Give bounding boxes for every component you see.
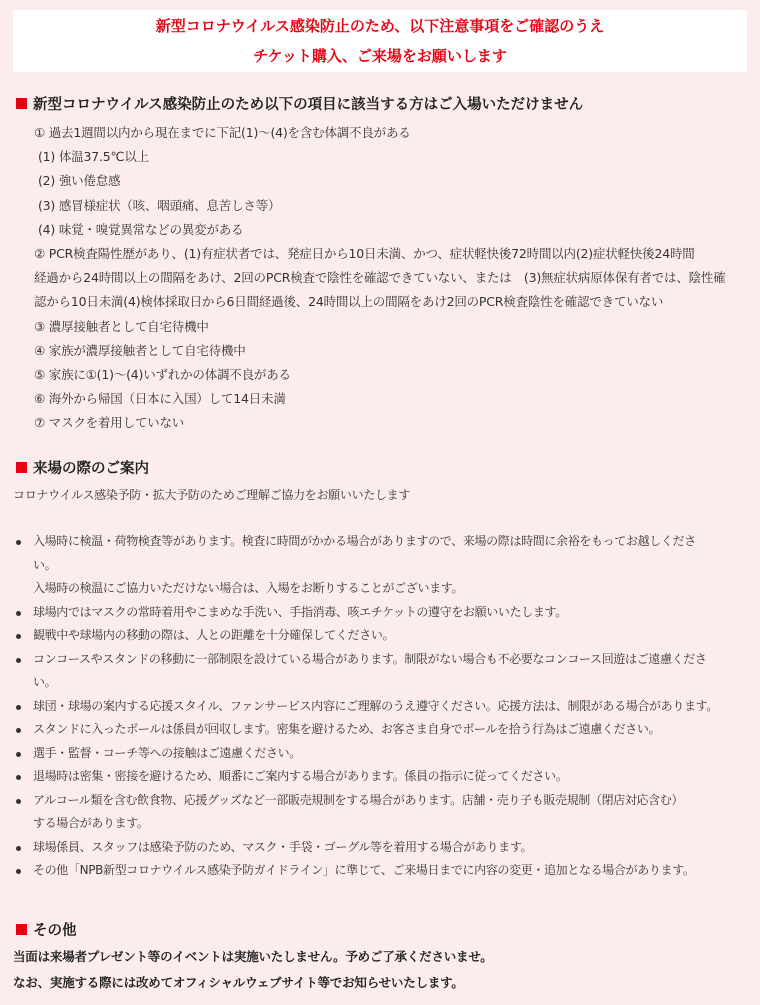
bullet-icon (16, 775, 21, 780)
bullet-icon (16, 869, 21, 874)
visit-guide-list (14, 530, 734, 883)
red-square-icon (16, 98, 27, 109)
notice-line-1: 新型コロナウイルス感染防止のため、以下注意事項をご確認のうえ (155, 17, 605, 35)
section-title-text: 来場の際のご案内 (33, 461, 149, 477)
list-item (14, 765, 734, 789)
bullet-icon (16, 611, 21, 616)
list-item-line: アルコール類を含む飲食物、応援グッズなど一部販売規制をする場合があります。店舗・売り子も販売規制（閉店対応含む） (33, 792, 684, 807)
list-item-line: 球場係員、スタッフは感染予防のため、マスク・手袋・ゴーグル等を着用する場合があります。 (33, 839, 533, 854)
notice-line-2: チケット購入、ご来場をお願いします (253, 47, 507, 65)
list-item: 経過から24時間以上の間隔をあけ、2回のPCR検査で陰性を確認できていない、または (3)無症状病原体保有者では、陰性確 (34, 270, 726, 286)
visit-guide-intro: コロナウイルス感染予防・拡大予防のためご理解ご協力をお願いいたします (13, 488, 411, 502)
list-item (14, 718, 734, 742)
list-item (14, 648, 734, 695)
list-item-line: い。 (33, 675, 57, 689)
list-item-line: 入場時に検温・荷物検査等があります。検査に時間がかかる場合がありますので、来場の際は時間に余裕をもってお越しくださ (33, 534, 696, 548)
list-item: ⑥ 海外から帰国（日本に入国）して14日未満 (34, 391, 286, 407)
list-item: (2) 強い倦怠感 (38, 173, 121, 189)
list-item (14, 789, 734, 836)
section-title-restrictions (16, 93, 583, 114)
list-item (14, 530, 734, 601)
other-note-line: 当面は来場者プレゼント等のイベントは実施いたしません。予めご了承くださいませ。 (13, 949, 493, 964)
list-item-line: その他「NPB新型コロナウイルス感染予防ガイドライン」に準じて、ご来場日までに内容の変更・追加となる場合があります。 (33, 863, 695, 877)
other-note-line: なお、実施する際には改めてオフィシャルウェブサイト等でお知らせいたします。 (13, 975, 464, 990)
list-item: ⑦ マスクを着用していない (34, 415, 185, 431)
list-item (14, 624, 734, 648)
bullet-icon (16, 799, 21, 804)
list-item-line: コンコースやスタンドの移動に一部制限を設けている場合があります。制限がない場合も不必要なコンコース回遊はご遠慮くださ (33, 651, 707, 666)
list-item: ① 過去1週間以内から現在までに下記(1)～(4)を含む体調不良がある (34, 125, 411, 140)
section-title-other (16, 919, 77, 940)
other-notes (13, 944, 493, 996)
list-item (14, 695, 734, 719)
restriction-list (34, 121, 750, 436)
bullet-icon (16, 728, 21, 733)
section-title-text: その他 (33, 923, 77, 939)
list-item-line: する場合があります。 (33, 816, 149, 830)
list-item-line: い。 (33, 557, 57, 572)
red-square-icon (16, 924, 27, 935)
list-item: ③ 濃厚接触者として自宅待機中 (34, 318, 209, 334)
list-item-line: スタンドに入ったボールは係員が回収します。密集を避けるため、お客さま自身でボールを拾う行為はご遠慮ください。 (33, 722, 661, 736)
list-item (14, 601, 734, 625)
list-item-line: 球団・球場の案内する応援スタイル、ファンサービス内容にご理解のうえ遵守ください。応援方法は、制限がある場合があります。 (33, 698, 718, 713)
list-item (14, 859, 734, 883)
bullet-icon (16, 705, 21, 710)
list-item: 認から10日未満(4)検体採取日から6日間経過後、24時間以上の間隔をあけ2回のPCR検査陰性を確認できていない (34, 294, 664, 310)
bullet-icon (16, 846, 21, 851)
list-item-line: 退場時は密集・密接を避けるため、順番にご案内する場合があります。係員の指示に従ってください。 (33, 769, 568, 783)
list-item-line: 入場時の検温にご協力いただけない場合は、入場をお断りすることがございます。 (33, 581, 464, 595)
list-item: (4) 味覚・嗅覚異常などの異変がある (38, 221, 244, 237)
section-title-visit-guide (16, 457, 149, 478)
list-item-line: 選手・監督・コーチ等への接触はご遠慮ください。 (33, 745, 301, 760)
list-item: ⑤ 家族に①(1)～(4)いずれかの体調不良がある (34, 367, 291, 383)
red-square-icon (16, 462, 27, 473)
bullet-icon (16, 540, 21, 545)
bullet-icon (16, 634, 21, 639)
list-item (14, 742, 734, 766)
bullet-icon (16, 752, 21, 757)
notice-box (13, 10, 747, 72)
list-item (14, 836, 734, 860)
list-item: (3) 感冒様症状（咳、咽頭痛、息苦しさ等） (38, 197, 281, 213)
bullet-icon (16, 658, 21, 663)
list-item: (1) 体温37.5℃以上 (38, 149, 149, 165)
list-item-line: 観戦中や球場内の移動の際は、人との距離を十分確保してください。 (33, 628, 395, 642)
list-item-line: 球場内ではマスクの常時着用やこまめな手洗い、手指消毒、咳エチケットの遵守をお願いいたします。 (33, 604, 567, 619)
section-title-text: 新型コロナウイルス感染防止のため以下の項目に該当する方はご入場いただけません (33, 97, 584, 113)
list-item: ④ 家族が濃厚接触者として自宅待機中 (34, 342, 246, 358)
list-item: ② PCR検査陽性歴があり、(1)有症状者では、発症日から10日未満、かつ、症状軽快後72時間以内(2)症状軽快後24時間 (34, 246, 695, 262)
